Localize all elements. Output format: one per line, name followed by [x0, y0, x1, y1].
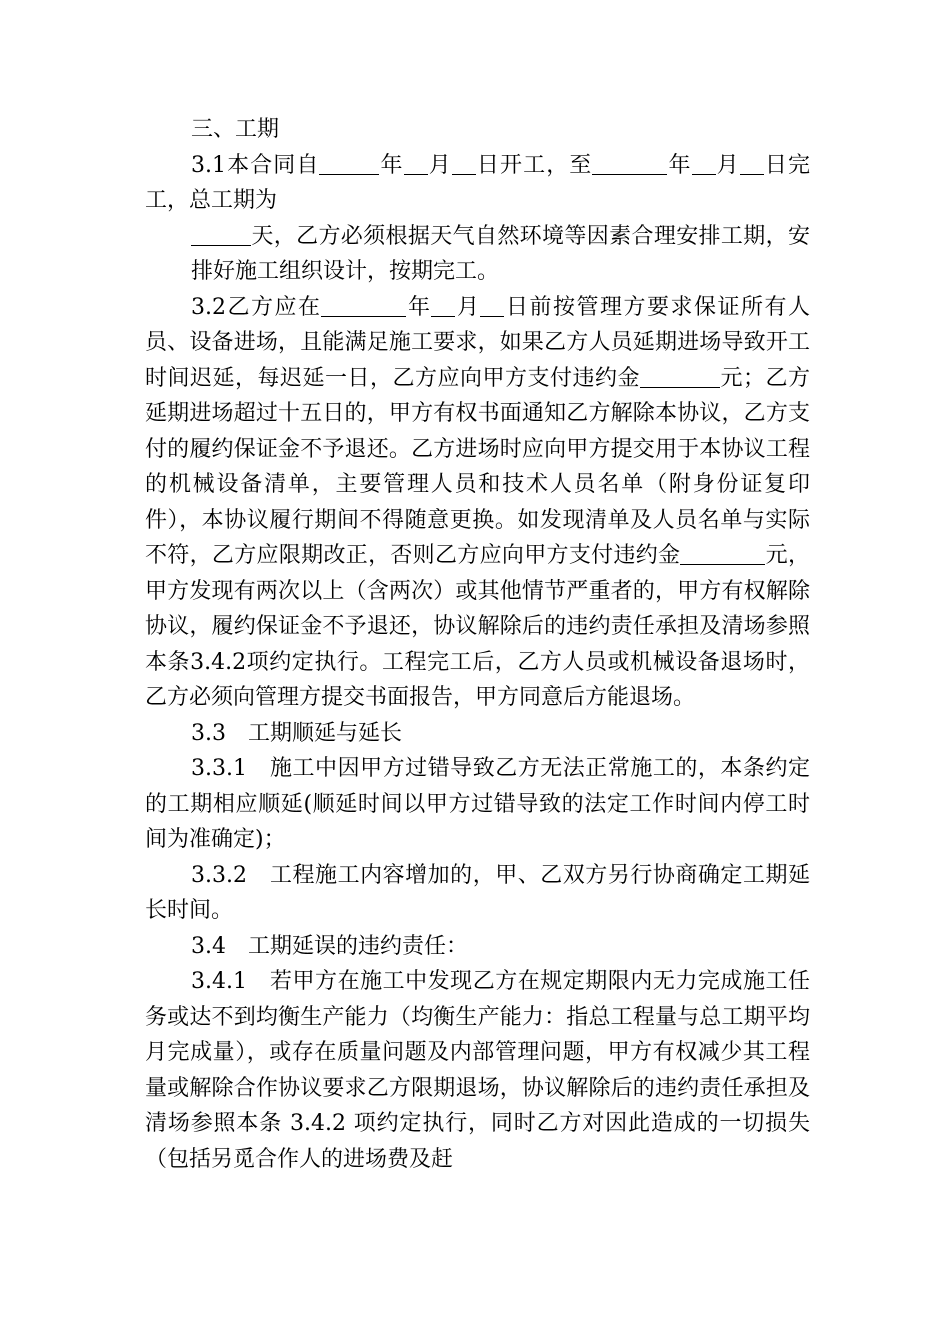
clause-text: 年 [667, 152, 692, 178]
clause-text: 月 [427, 152, 452, 178]
clause-3-1 [145, 148, 810, 219]
blank-end-year[interactable] [592, 149, 667, 175]
clause-3-3-2 [145, 858, 810, 929]
clause-text: 月 [715, 152, 740, 178]
clause-text: 天，乙方必须根据天气自然环境等因素合理安排工期，安排好施工组织设计，按期完工。 [191, 223, 810, 284]
blank-penalty-daily[interactable] [640, 362, 720, 388]
section-heading-schedule [145, 112, 810, 148]
clause-text: 3.3.2 工程施工内容增加的，甲、乙双方另行协商确定工期延长时间。 [145, 862, 810, 923]
blank-entry-day[interactable] [480, 291, 504, 317]
clause-text: 完工，总工期为 [145, 152, 810, 213]
clause-3-4-1 [145, 964, 810, 1177]
blank-start-year[interactable] [319, 149, 379, 175]
blank-entry-year[interactable] [321, 291, 406, 317]
clause-3-4 [145, 929, 810, 965]
clause-text: 日前按管理方要求保证所有人员、设备进场，且能满足施工要求，如果乙方人员延期进场导致开工时间迟延，每迟延一日，乙方应向甲方支付违约金 [145, 294, 810, 391]
clause-text: 3.4 工期延误的违约责任： [191, 933, 468, 959]
clause-text: 年 [406, 294, 432, 320]
clause-text: 3.3.1 施工中因甲方过错导致乙方无法正常施工的，本条约定的工期相应顺延(顺延时间以甲方过错导致的法定工作时间内停工时间为准确定)； [145, 756, 810, 852]
blank-total-days[interactable] [191, 220, 251, 246]
document-page [145, 112, 810, 1177]
clause-text: 日开工，至 [475, 152, 593, 178]
blank-start-day[interactable] [452, 149, 476, 175]
clause-text: 月 [455, 294, 481, 320]
heading-text: 三、工期 [191, 117, 280, 142]
blank-start-month[interactable] [404, 149, 428, 175]
clause-3-3-1 [145, 751, 810, 858]
blank-penalty-mismatch[interactable] [680, 539, 765, 565]
clause-text: 3.1本合同自 [191, 152, 320, 178]
blank-end-month[interactable] [692, 149, 716, 175]
blank-entry-month[interactable] [431, 291, 455, 317]
clause-text: 日 [763, 152, 788, 178]
clause-3-3 [145, 716, 810, 752]
clause-3-2 [145, 290, 810, 716]
clause-text: 元；乙方延期进场超过十五日的，甲方有权书面通知乙方解除本协议，乙方支付的履约保证金不予退还。乙方进场时应向甲方提交用于本协议工程的机械设备清单，主要管理人员和技术人员名单（附身份证复印件），本协议履行期间不得随意更换。如发现清单及人员名单与实际不符，乙方应限期改正，否则乙方应向甲方支付违约金 [145, 365, 810, 568]
clause-text: 3.2乙方应在 [191, 294, 322, 320]
clause-text: 3.4.1 若甲方在施工中发现乙方在规定期限内无力完成施工任务或达不到均衡生产能力（均衡生产能力：指总工程量与总工期平均月完成量），或存在质量问题及内部管理问题，甲方有权减少其工程量或解除合作协议要求乙方限期退场，协议解除后的违约责任承担及清场参照本条 3.4.2 项约定执行，同时乙方对因此造成的一切损失（包括另觅合作人的进场费及赶 [145, 969, 810, 1172]
blank-end-day[interactable] [740, 149, 764, 175]
clause-text: 年 [379, 152, 404, 178]
clause-text: 元，甲方发现有两次以上（含两次）或其他情节严重者的，甲方有权解除协议，履约保证金不予退还，协议解除后的违约责任承担及清场参照本条3.4.2项约定执行。工程完工后，乙方人员或机械设备退场时，乙方必须向管理方提交书面报告，甲方同意后方能退场。 [145, 543, 810, 710]
clause-3-1-continued [145, 219, 810, 290]
clause-text: 3.3 工期顺延与延长 [191, 720, 402, 746]
